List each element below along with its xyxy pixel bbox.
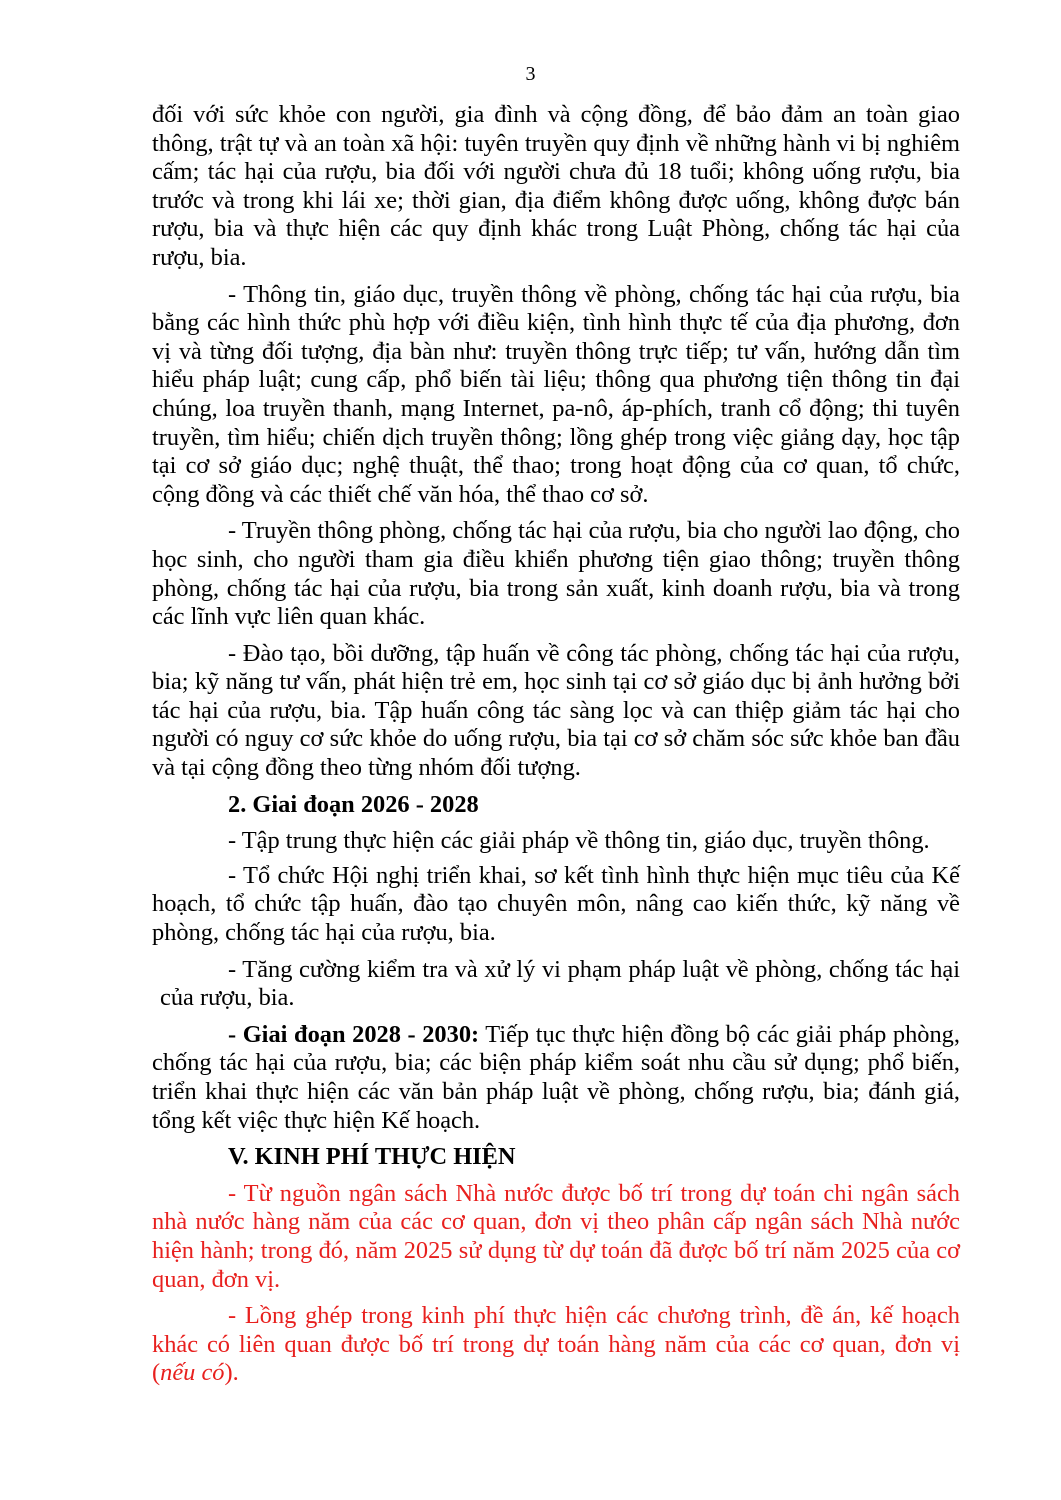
page-number: 3 <box>525 63 536 85</box>
paragraph-2028-2030 <box>152 1021 960 1135</box>
paragraph-training: - Đào tạo, bồi dưỡng, tập huấn về công tác phòng, chống tác hại của rượu, bia; kỹ năng tư vấn, phát hiện trẻ em, học sinh tại cơ sở giáo dục bị ảnh hưởng bởi tác hại của rượu, bia. Tập huấn công tác sàng lọc và can thiệp giảm tác hại cho người có nguy cơ sức khỏe do uống rượu, bia tại cơ sở chăm sóc sức khỏe ban đầu và tại cộng đồng theo từng nhóm đối tượng. <box>152 639 960 782</box>
list-item: - Tập trung thực hiện các giải pháp về thông tin, giáo dục, truyền thông. <box>228 827 930 855</box>
funding-item-budget: - Từ nguồn ngân sách Nhà nước được bố trí trong dự toán chi ngân sách nhà nước hàng năm của các cơ quan, đơn vị theo phân cấp ngân sách Nhà nước hiện hành; trong đó, năm 2025 sử dụng từ dự toán đã được bố trí năm 2025 của cơ quan, đơn vị. <box>152 1179 960 1293</box>
section-heading-funding: V. KINH PHÍ THỰC HIỆN <box>228 1143 516 1171</box>
section-heading-2026-2028: 2. Giai đoạn 2026 - 2028 <box>228 790 479 818</box>
period-label: - Giai đoạn 2028 - 2030: <box>228 1020 480 1048</box>
paragraph-communication-forms: - Thông tin, giáo dục, truyền thông về phòng, chống tác hại của rượu, bia bằng các hình thức phù hợp với điều kiện, tình hình thực tế của địa phương, đơn vị và từng đối tượng, địa bàn như: truyền thông trực tiếp; tư vấn, hướng dẫn tìm hiểu pháp luật; cung cấp, phổ biến tài liệu; thông qua phương tiện thông tin đại chúng, loa truyền thanh, mạng Internet, pa-nô, áp-phích, tranh cổ động; thi tuyên truyền, tìm hiểu; chiến dịch truyền thông; lồng ghép trong việc giảng dạy, học tập tại cơ sở giáo dục; nghệ thuật, thể thao; trong hoạt động của cơ quan, tổ chức, cộng đồng và các thiết chế văn hóa, thể thao cơ sở. <box>152 280 960 508</box>
funding-item-integration <box>152 1302 960 1388</box>
funding-item-text: - Lồng ghép trong kinh phí thực hiện các chương trình, đề án, kế hoạch khác có liên quan được bố trí trong dự toán hàng năm của các cơ quan, đơn vị ( <box>152 1302 960 1387</box>
paragraph-continuation: đối với sức khỏe con người, gia đình và cộng đồng, để bảo đảm an toàn giao thông, trật tự và an toàn xã hội: tuyên truyền quy định về những hành vi bị nghiêm cấm; tác hại của rượu, bia đối với người chưa đủ 18 tuổi; không uống rượu, bia trước và trong khi lái xe; thời gian, địa điểm không được uống, không được bán rượu, bia và thực hiện các quy định khác trong Luật Phòng, chống tác hại của rượu, bia. <box>152 101 960 271</box>
period-text: Tiếp tục thực hiện đồng bộ các giải pháp phòng, chống tác hại của rượu, bia; các biện pháp kiểm soát nhu cầu sử dụng; phổ biến, triển khai thực hiện các văn bản pháp luật về phòng, chống rượu, bia; đánh giá, tổng kết việc thực hiện Kế hoạch. <box>152 1020 960 1134</box>
funding-item-end: ). <box>224 1359 239 1387</box>
list-item: - Tăng cường kiểm tra và xử lý vi phạm pháp luật về phòng, chống tác hại của rượu, bia. <box>160 955 960 1012</box>
paragraph-communication-targets: - Truyền thông phòng, chống tác hại của rượu, bia cho người lao động, cho học sinh, cho người tham gia điều khiển phương tiện giao thông; truyền thông phòng, chống tác hại của rượu, bia trong sản xuất, kinh doanh rượu, bia và trong các lĩnh vực liên quan khác. <box>152 517 960 631</box>
list-item: - Tổ chức Hội nghị triển khai, sơ kết tình hình thực hiện mục tiêu của Kế hoạch, tổ chức tập huấn, đào tạo chuyên môn, nâng cao kiến thức, kỹ năng về phòng, chống tác hại của rượu, bia. <box>152 861 960 947</box>
document-body <box>152 101 960 1396</box>
funding-item-italic: nếu có <box>160 1359 225 1387</box>
